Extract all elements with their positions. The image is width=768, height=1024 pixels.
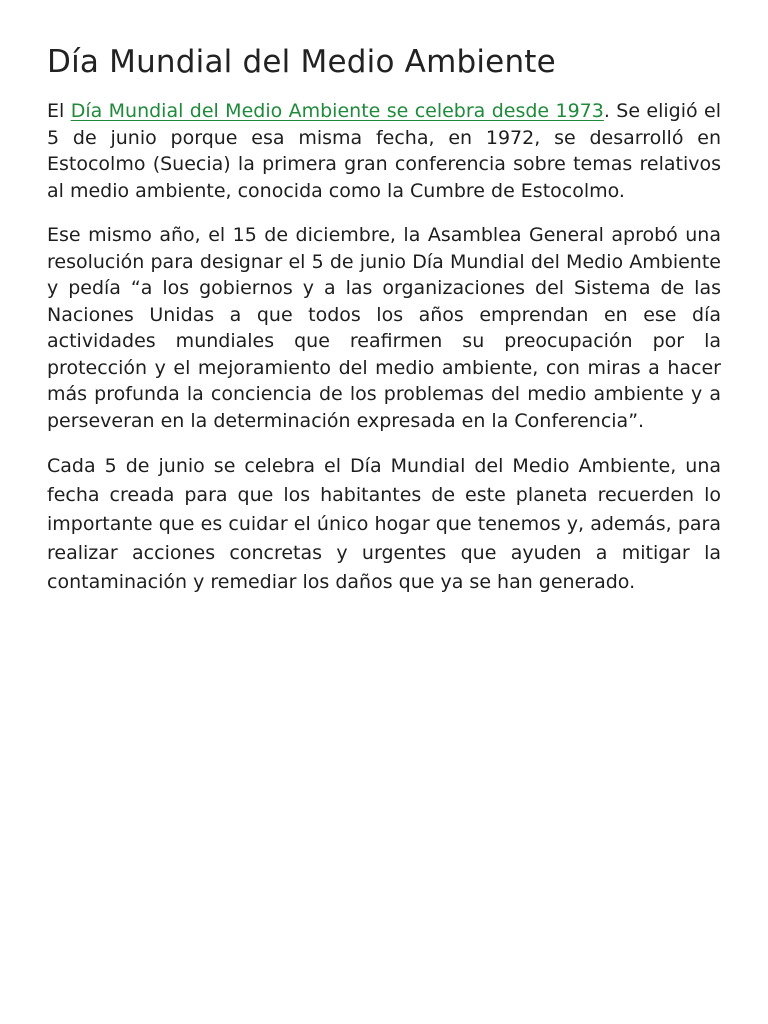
paragraph-intro-suffix: . Se eligió el 5 de junio porque esa misma fecha, en 1972, se desarrolló en Estocolmo (Suecia) la primera gran conferencia sobre temas relativos al medio ambiente, conocida como la Cumbre de Estocolmo. <box>47 100 722 202</box>
paragraph-intro-prefix: El <box>47 100 71 122</box>
paragraph-intro <box>47 98 721 204</box>
page-title: Día Mundial del Medio Ambiente <box>47 44 556 80</box>
celebration-link[interactable]: Día Mundial del Medio Ambiente se celebra desde 1973 <box>70 100 604 122</box>
article <box>47 40 721 615</box>
paragraph-celebration: Cada 5 de junio se celebra el Día Mundial del Medio Ambiente, una fecha creada para que los habitantes de este planeta recuerden lo importante que es cuidar el único hogar que tenemos y, además, para realizar acciones concretas y urgentes que ayuden a mitigar la contaminación y remediar los daños que ya se han generado. <box>47 455 721 593</box>
paragraph-resolution: Ese mismo año, el 15 de diciembre, la Asamblea General aprobó una resolución para designar el 5 de junio Día Mundial del Medio Ambiente y pedía “a los gobiernos y a las organizaciones del Sistema de las Naciones Unidas a que todos los años emprendan en ese día actividades mundiales que reafirmen su preocupación por la protección y el mejoramiento del medio ambiente, con miras a hacer más profunda la conciencia de los problemas del medio ambiente y a perseveran en la determinación expresada en la Conferencia”. <box>47 224 721 432</box>
